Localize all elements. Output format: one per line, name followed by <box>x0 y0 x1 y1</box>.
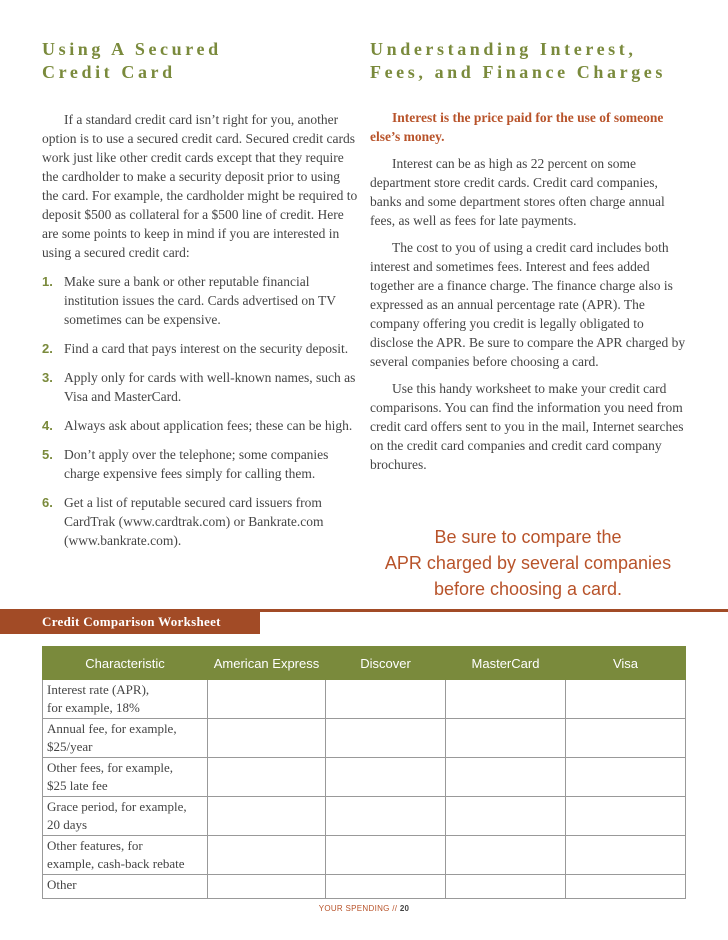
list-text: Apply only for cards with well-known names, such as Visa and MasterCard. <box>64 370 356 404</box>
left-column <box>42 38 358 560</box>
heading-line: Credit Card <box>42 62 176 82</box>
quote-line: before choosing a card. <box>433 579 623 599</box>
input-cell[interactable] <box>326 719 446 758</box>
table-row <box>43 680 686 719</box>
list-number: 4. <box>42 418 53 433</box>
input-cell[interactable] <box>566 797 686 836</box>
row-label-line: 20 days <box>47 817 88 832</box>
column-header: Discover <box>326 647 446 680</box>
list-text: Find a card that pays interest on the security deposit. <box>64 341 349 356</box>
list-item <box>42 339 358 358</box>
worksheet-title: Credit Comparison Worksheet <box>0 610 260 634</box>
table-header-row <box>43 647 686 680</box>
interest-paragraph-2: The cost to you of using a credit card includes both interest and sometimes fees. Interest and fees added together are a finance charge. The finance charge also is expressed as an annual percentage rate (APR). The company offering you credit is legally obligated to disclose the APR. Be sure to compare the APR charged by several companies before choosing a card. <box>370 240 686 369</box>
input-cell[interactable] <box>446 758 566 797</box>
pull-quote <box>360 524 696 602</box>
input-cell[interactable] <box>326 836 446 875</box>
input-cell[interactable] <box>566 719 686 758</box>
page-number: 20 <box>399 904 410 913</box>
list-text: Don’t apply over the telephone; some companies charge expensive fees simply for calling them. <box>64 447 329 481</box>
input-cell[interactable] <box>566 836 686 875</box>
column-header: Characteristic <box>43 647 208 680</box>
input-cell[interactable] <box>326 680 446 719</box>
quote-line: APR charged by several companies <box>384 553 672 573</box>
row-label-line: Interest rate (APR), <box>47 682 150 697</box>
column-header: MasterCard <box>446 647 566 680</box>
row-label-line: Other fees, for example, <box>47 760 173 775</box>
input-cell[interactable] <box>446 797 566 836</box>
page-footer <box>0 904 728 913</box>
list-item <box>42 272 358 329</box>
row-label <box>43 758 208 797</box>
list-number: 2. <box>42 341 53 356</box>
heading-line: Understanding Interest, <box>370 39 637 59</box>
row-label <box>43 719 208 758</box>
interest-definition: Interest is the price paid for the use of someone else’s money. <box>370 110 664 144</box>
list-number: 1. <box>42 274 53 289</box>
row-label <box>43 680 208 719</box>
row-label-line: $25/year <box>47 739 93 754</box>
quote-line: Be sure to compare the <box>434 527 622 547</box>
input-cell[interactable] <box>208 680 326 719</box>
table-row <box>43 836 686 875</box>
list-number: 6. <box>42 495 53 510</box>
row-label <box>43 836 208 875</box>
input-cell[interactable] <box>446 680 566 719</box>
column-header: American Express <box>208 647 326 680</box>
input-cell[interactable] <box>446 719 566 758</box>
row-label-line: $25 late fee <box>47 778 108 793</box>
input-cell[interactable] <box>446 875 566 899</box>
interest-paragraph-1: Interest can be as high as 22 percent on some department store credit cards. Credit card companies, banks and some department stores often charge annual fees, as well as fees for late payments. <box>370 156 665 228</box>
table-row <box>43 797 686 836</box>
list-item <box>42 416 358 435</box>
row-label-line: for example, 18% <box>47 700 140 715</box>
input-cell[interactable] <box>326 758 446 797</box>
row-label-line: Grace period, for example, <box>47 799 187 814</box>
interest-paragraph-3: Use this handy worksheet to make your credit card comparisons. You can find the information you need from credit card offers sent to you in the mail, Internet searches on the credit card companies and credit card company brochures. <box>370 381 684 472</box>
list-item <box>42 493 358 550</box>
comparison-worksheet <box>42 646 686 899</box>
table-row <box>43 719 686 758</box>
list-number: 3. <box>42 370 53 385</box>
interest-heading <box>370 38 688 84</box>
table-row <box>43 758 686 797</box>
input-cell[interactable] <box>208 758 326 797</box>
tips-list <box>42 272 358 550</box>
input-cell[interactable] <box>208 719 326 758</box>
input-cell[interactable] <box>446 836 566 875</box>
footer-label: YOUR SPENDING // <box>318 904 398 913</box>
input-cell[interactable] <box>208 875 326 899</box>
secured-card-heading <box>42 38 358 84</box>
row-label-line: Annual fee, for example, <box>47 721 177 736</box>
row-label-line: Other features, for <box>47 838 143 853</box>
list-item <box>42 368 358 406</box>
row-label <box>43 875 208 899</box>
column-header: Visa <box>566 647 686 680</box>
input-cell[interactable] <box>208 797 326 836</box>
input-cell[interactable] <box>326 875 446 899</box>
input-cell[interactable] <box>566 680 686 719</box>
input-cell[interactable] <box>326 797 446 836</box>
heading-line: Fees, and Finance Charges <box>370 62 666 82</box>
heading-line: Using A Secured <box>42 39 222 59</box>
right-column <box>370 38 688 474</box>
table-row <box>43 875 686 899</box>
input-cell[interactable] <box>566 758 686 797</box>
row-label-line: example, cash-back rebate <box>47 856 185 871</box>
secured-card-intro: If a standard credit card isn’t right for you, another option is to use a secured credit card. Secured credit cards work just like other credit cards except that they require the cardholder to make a security deposit prior to using the card. For example, the cardholder might be required to deposit $500 as collateral for a $500 line of credit. Here are some points to keep in mind if you are interested in using a secured credit card: <box>42 112 358 260</box>
row-label <box>43 797 208 836</box>
input-cell[interactable] <box>566 875 686 899</box>
list-number: 5. <box>42 447 53 462</box>
row-label-line: Other <box>47 877 77 892</box>
input-cell[interactable] <box>208 836 326 875</box>
list-text: Get a list of reputable secured card issuers from CardTrak (www.cardtrak.com) or Bankrate.com (www.bankrate.com). <box>64 495 324 548</box>
list-text: Make sure a bank or other reputable financial institution issues the card. Cards advertised on TV sometimes can be expensive. <box>64 274 336 327</box>
list-text: Always ask about application fees; these can be high. <box>64 418 353 433</box>
list-item <box>42 445 358 483</box>
